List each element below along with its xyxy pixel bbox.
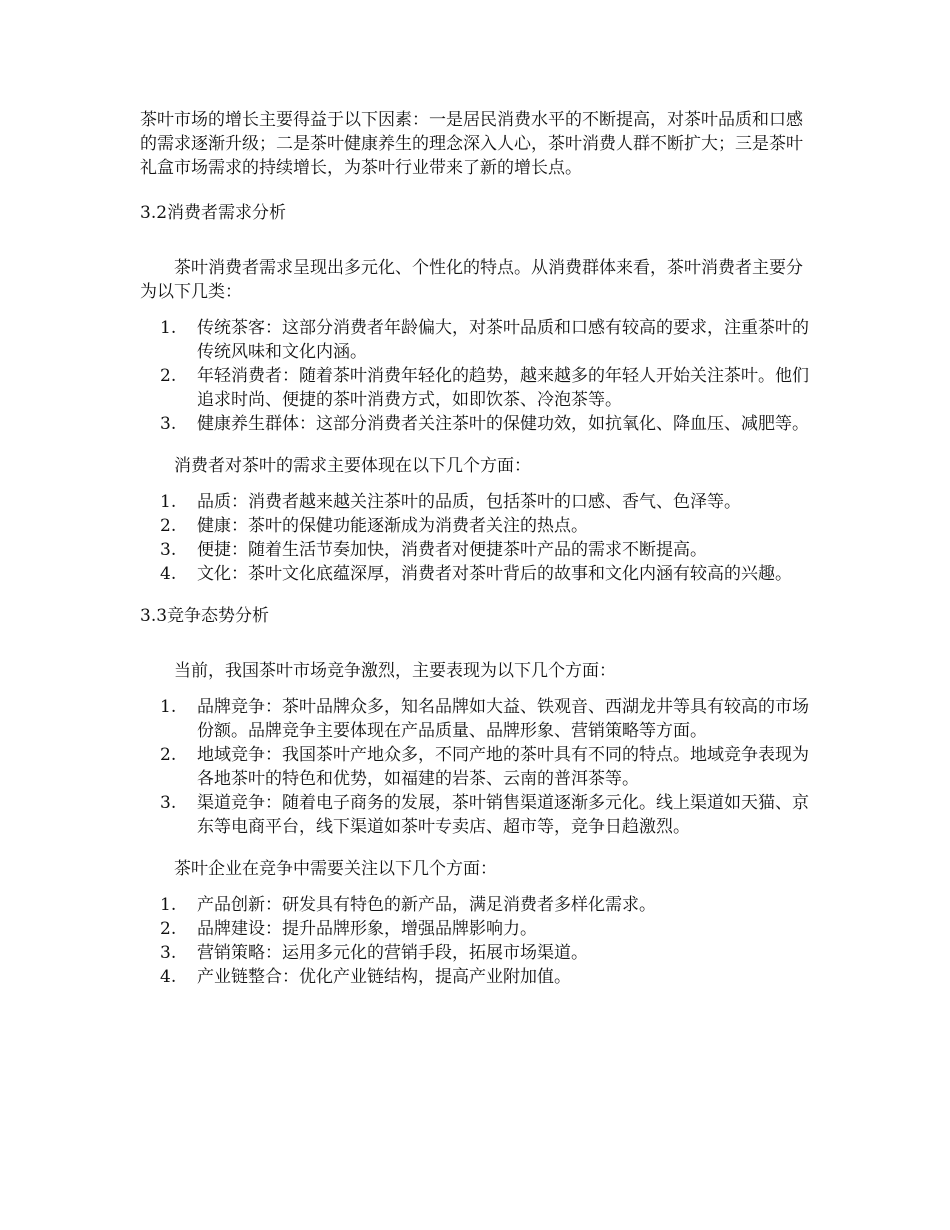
list-item xyxy=(140,364,816,412)
competition-list xyxy=(140,695,816,839)
list-number: 1. xyxy=(160,697,177,717)
list-item xyxy=(140,412,816,436)
list-item xyxy=(140,514,816,538)
list-item-text: 品牌建设：提升品牌形象，增强品牌影响力。 xyxy=(197,919,537,939)
list-item-text: 地域竞争：我国茶叶产地众多，不同产地的茶叶具有不同的特点。地域竞争表现为各地茶叶的特色和优势，如福建的岩茶、云南的普洱茶等。 xyxy=(197,745,809,789)
list-number: 3. xyxy=(160,793,177,813)
competition-intro: 当前，我国茶叶市场竞争激烈，主要表现为以下几个方面： xyxy=(174,661,616,681)
document-page xyxy=(140,108,816,1001)
list-item-text: 产品创新：研发具有特色的新产品，满足消费者多样化需求。 xyxy=(197,895,656,915)
list-item-text: 健康养生群体：这部分消费者关注茶叶的保健功效，如抗氧化、降血压、减肥等。 xyxy=(197,414,809,434)
consumer-groups-intro: 茶叶消费者需求呈现出多元化、个性化的特点。从消费群体来看，茶叶消费者主要分为以下几类： xyxy=(140,258,803,302)
list-item xyxy=(140,893,816,917)
list-item xyxy=(140,965,816,989)
section-heading-3-3: 3.3竞争态势分析 xyxy=(140,606,270,626)
list-item-text: 营销策略：运用多元化的营销手段，拓展市场渠道。 xyxy=(197,943,588,963)
list-number: 4. xyxy=(160,967,177,987)
intro-paragraph: 茶叶市场的增长主要得益于以下因素：一是居民消费水平的不断提高，对茶叶品质和口感的需求逐渐升级；二是茶叶健康养生的理念深入人心，茶叶消费人群不断扩大；三是茶叶礼盒市场需求的持续增长，为茶叶行业带来了新的增长点。 xyxy=(140,110,803,178)
list-number: 2. xyxy=(160,366,177,386)
list-item xyxy=(140,695,816,743)
list-item-text: 健康：茶叶的保健功能逐渐成为消费者关注的热点。 xyxy=(197,516,588,536)
list-item-text: 文化：茶叶文化底蕴深厚，消费者对茶叶背后的故事和文化内涵有较高的兴趣。 xyxy=(197,564,792,584)
list-item-text: 品牌竞争：茶叶品牌众多，知名品牌如大益、铁观音、西湖龙井等具有较高的市场份额。品牌竞争主要体现在产品质量、品牌形象、营销策略等方面。 xyxy=(197,697,809,741)
list-number: 2. xyxy=(160,919,177,939)
list-item-text: 产业链整合：优化产业链结构，提高产业附加值。 xyxy=(197,967,571,987)
list-number: 2. xyxy=(160,745,177,765)
consumer-groups-list xyxy=(140,316,816,436)
list-number: 1. xyxy=(160,318,177,338)
list-item xyxy=(140,917,816,941)
consumer-needs-intro: 消费者对茶叶的需求主要体现在以下几个方面： xyxy=(174,456,531,476)
list-item-text: 品质：消费者越来越关注茶叶的品质，包括茶叶的口感、香气、色泽等。 xyxy=(197,492,741,512)
consumer-needs-list xyxy=(140,490,816,586)
list-item xyxy=(140,941,816,965)
list-number: 3. xyxy=(160,540,177,560)
list-item-text: 年轻消费者：随着茶叶消费年轻化的趋势，越来越多的年轻人开始关注茶叶。他们追求时尚、便捷的茶叶消费方式，如即饮茶、冷泡茶等。 xyxy=(197,366,809,410)
enterprise-focus-list xyxy=(140,893,816,989)
list-item xyxy=(140,490,816,514)
list-item xyxy=(140,538,816,562)
list-item xyxy=(140,562,816,586)
list-item xyxy=(140,316,816,364)
list-number: 1. xyxy=(160,492,177,512)
list-number: 4. xyxy=(160,564,177,584)
list-item xyxy=(140,791,816,839)
list-number: 3. xyxy=(160,943,177,963)
section-heading-3-2: 3.2消费者需求分析 xyxy=(140,203,287,223)
list-item-text: 传统茶客：这部分消费者年龄偏大，对茶叶品质和口感有较高的要求，注重茶叶的传统风味和文化内涵。 xyxy=(197,318,809,362)
list-number: 2. xyxy=(160,516,177,536)
list-item xyxy=(140,743,816,791)
list-item-text: 渠道竞争：随着电子商务的发展，茶叶销售渠道逐渐多元化。线上渠道如天猫、京东等电商平台，线下渠道如茶叶专卖店、超市等，竞争日趋激烈。 xyxy=(197,793,809,837)
list-number: 1. xyxy=(160,895,177,915)
enterprise-focus-intro: 茶叶企业在竞争中需要关注以下几个方面： xyxy=(174,859,497,879)
list-number: 3. xyxy=(160,414,177,434)
list-item-text: 便捷：随着生活节奏加快，消费者对便捷茶叶产品的需求不断提高。 xyxy=(197,540,707,560)
